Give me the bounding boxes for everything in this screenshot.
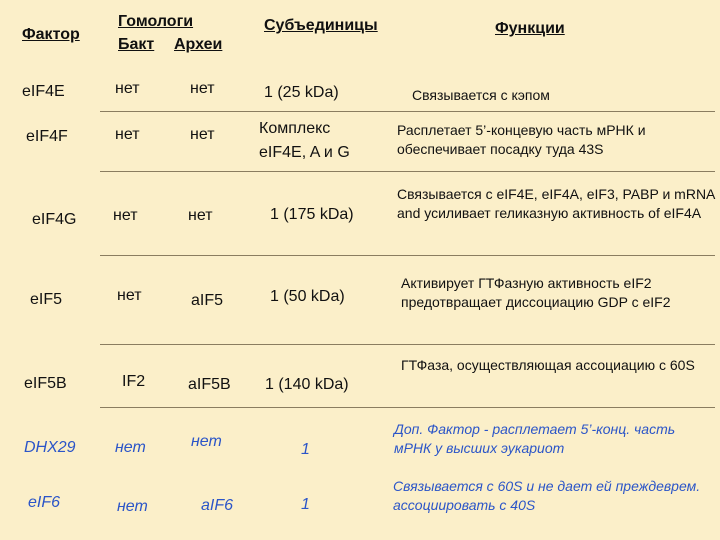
row-bact: нет <box>115 80 140 97</box>
row-archaea: нет <box>190 126 215 143</box>
row-archaea: нет <box>191 433 222 450</box>
row-divider <box>100 344 715 345</box>
row-bact: нет <box>117 498 148 515</box>
row-function: Связывается с 60S и не дает ей преждеврем. ассоциировать с 40S <box>393 478 701 513</box>
row-archaea: нет <box>190 80 215 97</box>
row-function: Активирует ГТФазную активность eIF2 предотвращает диссоциацию GDP с eIF2 <box>401 275 671 310</box>
header-factor: Фактор <box>22 26 80 43</box>
row-archaea: aIF6 <box>201 497 234 514</box>
header-subunits: Субъединицы <box>264 17 378 34</box>
row-function: Доп. Фактор - расплетает 5’-конц. часть мРНК у высших эукариот <box>394 421 676 456</box>
row-factor: eIF4F <box>26 128 68 145</box>
row-subunits: 1 (175 kDa) <box>270 206 354 223</box>
row-bact: нет <box>117 287 142 304</box>
header-functions: Функции <box>495 20 565 37</box>
row-subunits-line2: eIF4E, A и G <box>259 144 350 161</box>
row-function: ГТФаза, осуществляющая ассоциацию с 60S <box>401 357 695 373</box>
row-function: Расплетает 5’-концевую часть мРНК и обеспечивает посадку туда 43S <box>397 122 646 157</box>
row-factor: eIF4E <box>22 83 65 100</box>
row-archaea: aIF5 <box>191 292 224 309</box>
row-subunits: 1 (140 kDa) <box>265 376 349 393</box>
row-subunits: 1 (25 kDa) <box>264 84 339 101</box>
row-subunits: 1 <box>301 496 310 513</box>
row-factor: eIF6 <box>28 494 61 511</box>
row-factor: eIF4G <box>32 211 77 228</box>
header-bact: Бакт <box>118 36 155 53</box>
row-function: Связывается с кэпом <box>412 87 550 103</box>
row-archaea: aIF5B <box>188 376 231 393</box>
row-subunits: Комплекс <box>259 120 331 137</box>
row-factor: eIF5B <box>24 375 67 392</box>
header-archaea: Археи <box>174 36 223 53</box>
row-factor: DHX29 <box>24 439 76 456</box>
row-bact: нет <box>115 126 140 143</box>
row-divider <box>100 407 715 408</box>
row-divider <box>100 171 715 172</box>
row-archaea: нет <box>188 207 213 224</box>
row-function: Связывается с eIF4E, eIF4A, eIF3, PABP и mRNA and усиливает геликазную активность of eIF4A <box>397 186 715 221</box>
row-bact: нет <box>113 207 138 224</box>
row-subunits: 1 <box>301 441 310 458</box>
row-bact: IF2 <box>122 373 146 390</box>
header-homologs: Гомологи <box>118 13 194 30</box>
row-subunits: 1 (50 kDa) <box>270 288 345 305</box>
row-divider <box>100 255 715 256</box>
row-bact: нет <box>115 439 146 456</box>
row-factor: eIF5 <box>30 291 63 308</box>
row-divider <box>100 111 715 112</box>
